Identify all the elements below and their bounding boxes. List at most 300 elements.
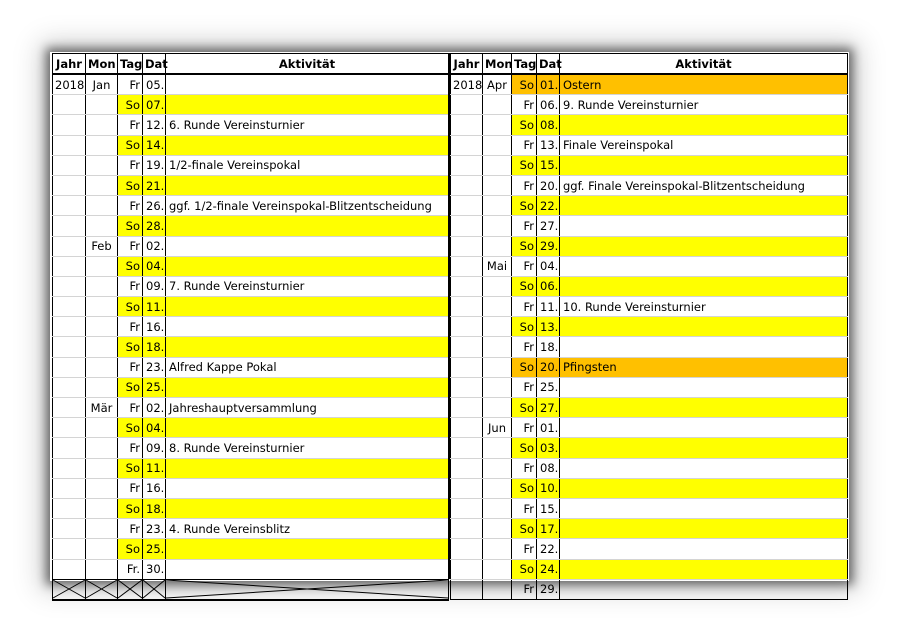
activity-cell bbox=[166, 458, 449, 478]
table-row bbox=[53, 539, 449, 559]
month-cell bbox=[483, 579, 512, 599]
month-cell: Mär bbox=[86, 398, 118, 418]
weekday-cell: Fr bbox=[512, 539, 537, 559]
weekday-cell: Fr bbox=[512, 216, 537, 236]
date-cell: 02. bbox=[143, 236, 166, 256]
jahr-cell bbox=[451, 377, 483, 397]
date-cell: 18. bbox=[537, 337, 560, 357]
table-row bbox=[53, 256, 449, 276]
activity-cell: 4. Runde Vereinsblitz bbox=[166, 519, 449, 539]
weekday-cell: Fr bbox=[118, 236, 143, 256]
activity-cell: 8. Runde Vereinsturnier bbox=[166, 438, 449, 458]
month-cell bbox=[86, 498, 118, 518]
schedule-sheet bbox=[50, 52, 849, 597]
activity-cell: ggf. 1/2-finale Vereinspokal-Blitzentscheidung bbox=[166, 196, 449, 216]
activity-cell bbox=[560, 256, 848, 276]
month-cell bbox=[86, 519, 118, 539]
activity-cell bbox=[166, 236, 449, 256]
month-cell bbox=[483, 317, 512, 337]
weekday-cell: Fr bbox=[512, 95, 537, 115]
jahr-cell bbox=[53, 135, 86, 155]
table-row bbox=[451, 115, 848, 135]
table-row bbox=[53, 418, 449, 438]
weekday-cell: Fr bbox=[118, 115, 143, 135]
weekday-cell: Fr bbox=[118, 478, 143, 498]
cross-mark-icon bbox=[53, 580, 85, 598]
jahr-cell bbox=[451, 196, 483, 216]
date-cell: 30. bbox=[143, 559, 166, 579]
date-cell: 17. bbox=[537, 519, 560, 539]
date-cell: 15. bbox=[537, 155, 560, 175]
date-cell: 14. bbox=[143, 135, 166, 155]
date-cell: 27. bbox=[537, 216, 560, 236]
activity-cell bbox=[560, 579, 848, 599]
table-row bbox=[451, 559, 848, 579]
activity-cell bbox=[166, 317, 449, 337]
activity-cell bbox=[166, 498, 449, 518]
activity-cell bbox=[166, 216, 449, 236]
activity-cell bbox=[166, 256, 449, 276]
date-cell: 25. bbox=[143, 377, 166, 397]
weekday-cell: So bbox=[118, 297, 143, 317]
schedule-table-jan-mar bbox=[52, 53, 449, 601]
date-cell: 22. bbox=[537, 196, 560, 216]
month-cell bbox=[483, 276, 512, 296]
month-cell bbox=[483, 175, 512, 195]
month-cell bbox=[483, 236, 512, 256]
month-cell bbox=[483, 438, 512, 458]
date-cell: 13. bbox=[537, 135, 560, 155]
date-cell: 29. bbox=[537, 236, 560, 256]
jahr-cell bbox=[451, 236, 483, 256]
month-cell bbox=[86, 196, 118, 216]
weekday-cell: Fr bbox=[512, 175, 537, 195]
activity-cell bbox=[166, 478, 449, 498]
activity-cell: 10. Runde Vereinsturnier bbox=[560, 297, 848, 317]
header-aktivitaet: Aktivität bbox=[560, 54, 848, 75]
weekday-cell: So bbox=[118, 539, 143, 559]
activity-cell bbox=[560, 155, 848, 175]
activity-cell bbox=[560, 337, 848, 357]
activity-cell bbox=[560, 236, 848, 256]
month-cell bbox=[86, 115, 118, 135]
schedule-table-apr-jun bbox=[450, 53, 848, 600]
table-row bbox=[451, 196, 848, 216]
date-cell: 22. bbox=[537, 539, 560, 559]
weekday-cell: So bbox=[118, 418, 143, 438]
crossed-out-row bbox=[53, 579, 449, 600]
activity-cell bbox=[166, 337, 449, 357]
table-row bbox=[53, 216, 449, 236]
jahr-cell bbox=[451, 579, 483, 599]
date-cell: 29. bbox=[537, 579, 560, 599]
month-cell bbox=[483, 95, 512, 115]
jahr-cell bbox=[53, 357, 86, 377]
weekday-cell: So bbox=[512, 196, 537, 216]
table-row bbox=[53, 357, 449, 377]
table-row bbox=[451, 256, 848, 276]
activity-cell: Alfred Kappe Pokal bbox=[166, 357, 449, 377]
weekday-cell: So bbox=[118, 256, 143, 276]
table-row bbox=[451, 438, 848, 458]
date-cell: 03. bbox=[537, 438, 560, 458]
activity-cell: 9. Runde Vereinsturnier bbox=[560, 95, 848, 115]
activity-cell bbox=[166, 559, 449, 579]
jahr-cell bbox=[451, 115, 483, 135]
weekday-cell: So bbox=[512, 155, 537, 175]
table-row bbox=[53, 478, 449, 498]
month-cell bbox=[86, 135, 118, 155]
table-row bbox=[451, 519, 848, 539]
header-mon: Mon bbox=[86, 54, 118, 75]
jahr-cell bbox=[451, 559, 483, 579]
month-cell bbox=[86, 539, 118, 559]
table-row bbox=[451, 458, 848, 478]
weekday-cell: So bbox=[118, 216, 143, 236]
weekday-cell: So bbox=[118, 377, 143, 397]
date-cell: 07. bbox=[143, 95, 166, 115]
table-row bbox=[53, 297, 449, 317]
weekday-cell: So bbox=[118, 337, 143, 357]
table-row bbox=[53, 196, 449, 216]
activity-cell bbox=[166, 74, 449, 95]
date-cell: 04. bbox=[537, 256, 560, 276]
month-cell bbox=[86, 438, 118, 458]
date-cell: 08. bbox=[537, 458, 560, 478]
weekday-cell: Fr bbox=[118, 155, 143, 175]
jahr-cell bbox=[451, 519, 483, 539]
table-row bbox=[53, 337, 449, 357]
jahr-cell bbox=[451, 498, 483, 518]
jahr-cell bbox=[53, 276, 86, 296]
table-row bbox=[451, 579, 848, 599]
date-cell: 04. bbox=[143, 256, 166, 276]
month-cell bbox=[483, 115, 512, 135]
jahr-cell bbox=[451, 216, 483, 236]
jahr-cell bbox=[451, 276, 483, 296]
date-cell: 26. bbox=[143, 196, 166, 216]
date-cell: 05. bbox=[143, 74, 166, 95]
weekday-cell: Fr bbox=[512, 579, 537, 599]
month-cell bbox=[483, 357, 512, 377]
table-row bbox=[53, 498, 449, 518]
jahr-cell bbox=[451, 458, 483, 478]
weekday-cell: So bbox=[512, 115, 537, 135]
table-row bbox=[451, 498, 848, 518]
jahr-cell bbox=[53, 458, 86, 478]
month-cell bbox=[483, 196, 512, 216]
jahr-cell bbox=[451, 256, 483, 276]
weekday-cell: So bbox=[118, 95, 143, 115]
jahr-cell bbox=[451, 398, 483, 418]
month-cell bbox=[483, 559, 512, 579]
date-cell: 28. bbox=[143, 216, 166, 236]
month-cell bbox=[483, 458, 512, 478]
jahr-cell bbox=[53, 478, 86, 498]
jahr-cell bbox=[451, 297, 483, 317]
activity-cell: Ostern bbox=[560, 74, 848, 95]
activity-cell bbox=[560, 196, 848, 216]
table-row bbox=[53, 458, 449, 478]
table-row bbox=[451, 377, 848, 397]
date-cell: 08. bbox=[537, 115, 560, 135]
month-cell bbox=[483, 155, 512, 175]
month-cell bbox=[86, 478, 118, 498]
table-row bbox=[53, 135, 449, 155]
table-row bbox=[451, 539, 848, 559]
date-cell: 12. bbox=[143, 115, 166, 135]
jahr-cell bbox=[53, 216, 86, 236]
weekday-cell: Fr bbox=[118, 276, 143, 296]
jahr-cell bbox=[53, 115, 86, 135]
month-cell bbox=[483, 498, 512, 518]
activity-cell bbox=[166, 418, 449, 438]
activity-cell bbox=[560, 559, 848, 579]
table-row bbox=[451, 478, 848, 498]
date-cell: 24. bbox=[537, 559, 560, 579]
date-cell: 04. bbox=[143, 418, 166, 438]
activity-cell bbox=[560, 478, 848, 498]
jahr-cell bbox=[53, 498, 86, 518]
jahr-cell bbox=[451, 95, 483, 115]
weekday-cell: So bbox=[512, 398, 537, 418]
jahr-cell bbox=[451, 317, 483, 337]
weekday-cell: Fr bbox=[512, 135, 537, 155]
crossed-cell bbox=[143, 579, 166, 600]
table-row bbox=[451, 135, 848, 155]
activity-cell: Jahreshauptversammlung bbox=[166, 398, 449, 418]
month-cell bbox=[86, 418, 118, 438]
cross-mark-icon bbox=[143, 580, 165, 598]
date-cell: 23. bbox=[143, 357, 166, 377]
activity-cell bbox=[166, 135, 449, 155]
activity-cell bbox=[560, 377, 848, 397]
jahr-cell bbox=[53, 317, 86, 337]
activity-cell: Pfingsten bbox=[560, 357, 848, 377]
month-cell bbox=[483, 519, 512, 539]
date-cell: 18. bbox=[143, 337, 166, 357]
month-cell bbox=[86, 155, 118, 175]
weekday-cell: Fr bbox=[512, 498, 537, 518]
date-cell: 16. bbox=[143, 478, 166, 498]
table-row bbox=[451, 236, 848, 256]
activity-cell bbox=[560, 458, 848, 478]
schedule-body-right bbox=[451, 74, 848, 599]
jahr-cell bbox=[53, 175, 86, 195]
weekday-cell: So bbox=[512, 357, 537, 377]
weekday-cell: Fr bbox=[512, 418, 537, 438]
month-cell bbox=[86, 317, 118, 337]
jahr-cell bbox=[53, 519, 86, 539]
header-tag: Tag bbox=[118, 54, 143, 75]
activity-cell bbox=[166, 297, 449, 317]
header-jahr: Jahr bbox=[451, 54, 483, 75]
date-cell: 20. bbox=[537, 175, 560, 195]
jahr-cell bbox=[451, 337, 483, 357]
table-row bbox=[53, 276, 449, 296]
activity-cell bbox=[560, 216, 848, 236]
month-cell bbox=[483, 216, 512, 236]
weekday-cell: So bbox=[512, 236, 537, 256]
table-row bbox=[53, 155, 449, 175]
month-cell bbox=[483, 135, 512, 155]
table-row bbox=[451, 317, 848, 337]
jahr-cell bbox=[53, 95, 86, 115]
activity-cell bbox=[560, 519, 848, 539]
date-cell: 23. bbox=[143, 519, 166, 539]
jahr-cell bbox=[53, 539, 86, 559]
cross-mark-icon bbox=[166, 580, 448, 598]
jahr-cell bbox=[451, 438, 483, 458]
activity-cell: Finale Vereinspokal bbox=[560, 135, 848, 155]
weekday-cell: Fr bbox=[118, 438, 143, 458]
weekday-cell: Fr bbox=[118, 519, 143, 539]
month-cell bbox=[483, 398, 512, 418]
date-cell: 13. bbox=[537, 317, 560, 337]
date-cell: 01. bbox=[537, 418, 560, 438]
date-cell: 18. bbox=[143, 498, 166, 518]
header-tag: Tag bbox=[512, 54, 537, 75]
weekday-cell: Fr bbox=[512, 377, 537, 397]
activity-cell bbox=[560, 115, 848, 135]
table-row bbox=[53, 115, 449, 135]
header-row bbox=[53, 54, 449, 75]
jahr-cell bbox=[53, 297, 86, 317]
jahr-cell bbox=[451, 418, 483, 438]
jahr-cell bbox=[451, 175, 483, 195]
table-row bbox=[451, 337, 848, 357]
jahr-cell bbox=[53, 155, 86, 175]
month-cell: Mai bbox=[483, 256, 512, 276]
weekday-cell: Fr bbox=[118, 398, 143, 418]
activity-cell bbox=[560, 498, 848, 518]
crossed-cell bbox=[118, 579, 143, 600]
month-cell bbox=[86, 377, 118, 397]
jahr-cell bbox=[451, 478, 483, 498]
date-cell: 01. bbox=[537, 74, 560, 95]
table-row bbox=[53, 317, 449, 337]
month-cell bbox=[86, 175, 118, 195]
jahr-cell bbox=[53, 256, 86, 276]
month-cell bbox=[86, 256, 118, 276]
date-cell: 27. bbox=[537, 398, 560, 418]
left-schedule-panel bbox=[52, 53, 448, 601]
month-cell bbox=[86, 216, 118, 236]
month-cell bbox=[86, 559, 118, 579]
activity-cell bbox=[560, 418, 848, 438]
date-cell: 06. bbox=[537, 276, 560, 296]
activity-cell bbox=[166, 175, 449, 195]
activity-cell bbox=[560, 539, 848, 559]
table-row bbox=[451, 398, 848, 418]
table-row bbox=[53, 74, 449, 95]
month-cell bbox=[86, 95, 118, 115]
date-cell: 10. bbox=[537, 478, 560, 498]
weekday-cell: Fr bbox=[512, 337, 537, 357]
date-cell: 19. bbox=[143, 155, 166, 175]
weekday-cell: So bbox=[118, 135, 143, 155]
weekday-cell: Fr. bbox=[118, 559, 143, 579]
activity-cell bbox=[560, 438, 848, 458]
activity-cell: 6. Runde Vereinsturnier bbox=[166, 115, 449, 135]
date-cell: 16. bbox=[143, 317, 166, 337]
month-cell: Jan bbox=[86, 74, 118, 95]
crossed-cell bbox=[53, 579, 86, 600]
jahr-cell bbox=[53, 337, 86, 357]
jahr-cell bbox=[53, 196, 86, 216]
date-cell: 20. bbox=[537, 357, 560, 377]
date-cell: 06. bbox=[537, 95, 560, 115]
month-cell bbox=[483, 478, 512, 498]
activity-cell bbox=[166, 539, 449, 559]
activity-cell: 1/2-finale Vereinspokal bbox=[166, 155, 449, 175]
table-row bbox=[53, 95, 449, 115]
table-row bbox=[451, 175, 848, 195]
date-cell: 25. bbox=[143, 539, 166, 559]
month-cell bbox=[86, 276, 118, 296]
date-cell: 21. bbox=[143, 175, 166, 195]
header-dat: Dat bbox=[143, 54, 166, 75]
table-row bbox=[53, 236, 449, 256]
header-mon: Mon bbox=[483, 54, 512, 75]
table-row bbox=[451, 216, 848, 236]
weekday-cell: So bbox=[118, 498, 143, 518]
jahr-cell bbox=[53, 377, 86, 397]
header-row bbox=[451, 54, 848, 75]
table-row bbox=[451, 297, 848, 317]
weekday-cell: So bbox=[512, 276, 537, 296]
date-cell: 15. bbox=[537, 498, 560, 518]
date-cell: 11. bbox=[143, 458, 166, 478]
activity-cell bbox=[560, 398, 848, 418]
table-row bbox=[53, 398, 449, 418]
month-cell: Jun bbox=[483, 418, 512, 438]
weekday-cell: Fr bbox=[512, 458, 537, 478]
cross-mark-icon bbox=[118, 580, 142, 598]
schedule-body-left bbox=[53, 74, 449, 600]
date-cell: 09. bbox=[143, 276, 166, 296]
month-cell bbox=[86, 357, 118, 377]
weekday-cell: So bbox=[512, 317, 537, 337]
table-row bbox=[53, 175, 449, 195]
date-cell: 11. bbox=[537, 297, 560, 317]
weekday-cell: So bbox=[512, 438, 537, 458]
crossed-cell bbox=[86, 579, 118, 600]
month-cell bbox=[483, 337, 512, 357]
right-schedule-panel bbox=[450, 53, 847, 600]
jahr-cell bbox=[451, 135, 483, 155]
cross-mark-icon bbox=[86, 580, 117, 598]
month-cell bbox=[86, 458, 118, 478]
weekday-cell: Fr bbox=[118, 317, 143, 337]
activity-cell: 7. Runde Vereinsturnier bbox=[166, 276, 449, 296]
table-row bbox=[451, 418, 848, 438]
weekday-cell: So bbox=[118, 175, 143, 195]
jahr-cell bbox=[53, 236, 86, 256]
table-row bbox=[451, 74, 848, 95]
activity-cell bbox=[560, 317, 848, 337]
date-cell: 25. bbox=[537, 377, 560, 397]
header-aktivitaet: Aktivität bbox=[166, 54, 449, 75]
month-cell bbox=[483, 297, 512, 317]
date-cell: 11. bbox=[143, 297, 166, 317]
weekday-cell: Fr bbox=[512, 297, 537, 317]
activity-cell: ggf. Finale Vereinspokal-Blitzentscheidung bbox=[560, 175, 848, 195]
jahr-cell bbox=[53, 559, 86, 579]
weekday-cell: So bbox=[512, 559, 537, 579]
table-row bbox=[53, 438, 449, 458]
jahr-cell: 2018 bbox=[451, 74, 483, 95]
